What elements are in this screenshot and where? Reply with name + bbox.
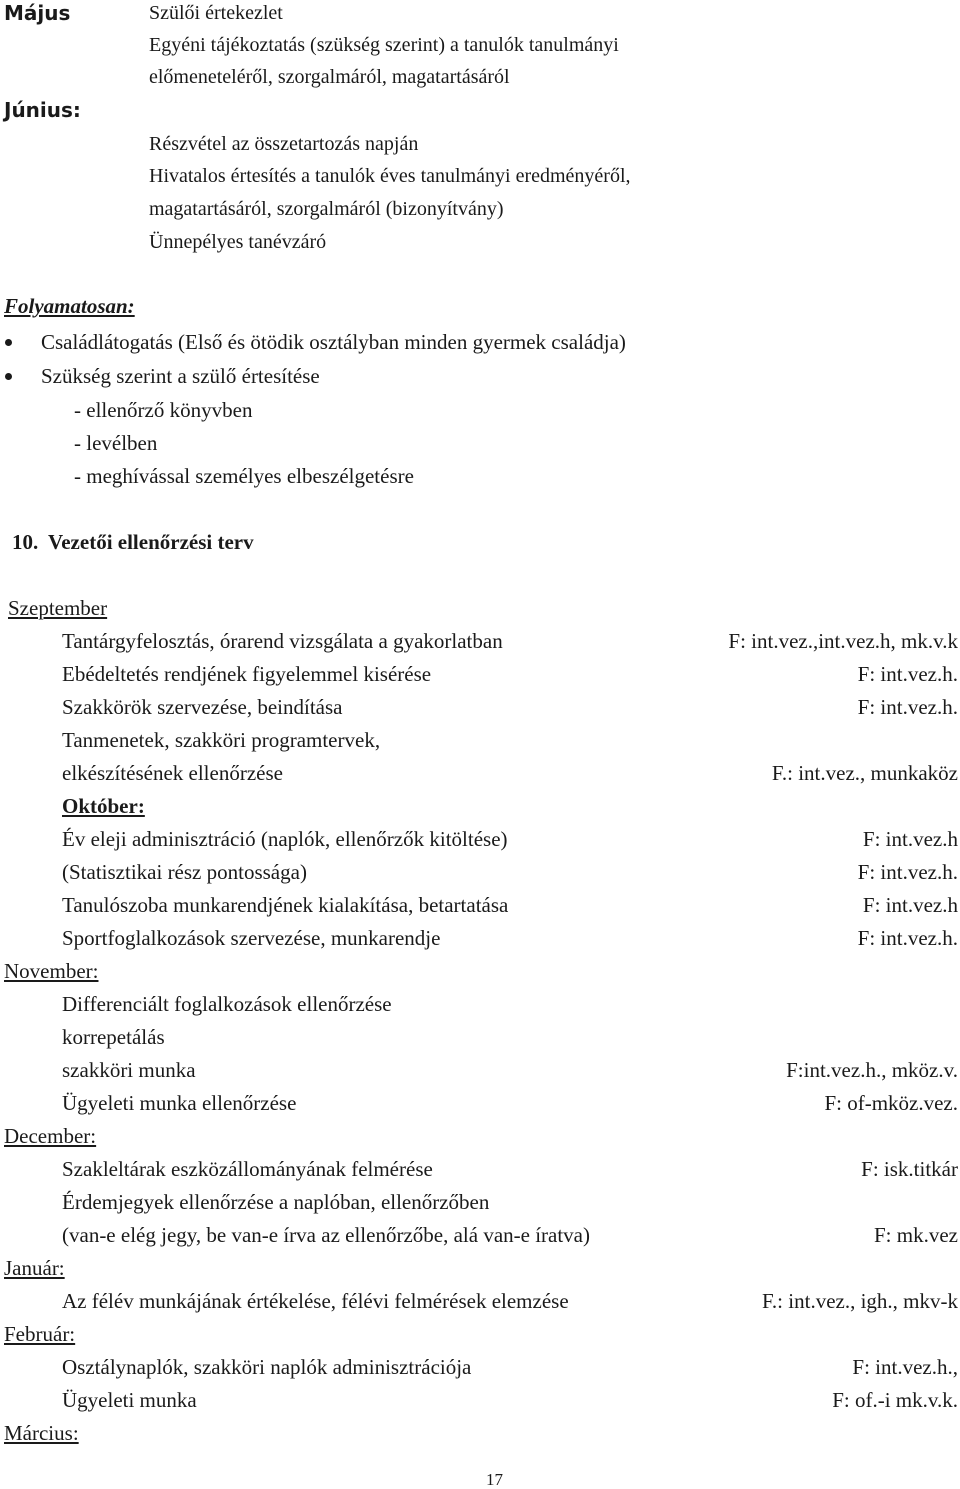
bullet-icon: [5, 339, 12, 346]
plan-task: Sportfoglalkozások szervezése, munkarendje: [62, 926, 441, 950]
plan-responsible: F: mk.vez: [874, 1223, 958, 1247]
plan-responsible: F: int.vez.h.: [857, 662, 958, 686]
plan-task: Ebédeltetés rendjének figyelemmel kisérése: [62, 662, 432, 686]
bullet-icon: [5, 373, 12, 380]
plan-responsible: F:int.vez.h., mköz.v.: [786, 1058, 958, 1082]
plan-task: (van-e elég jegy, be van-e írva az ellenőrzőbe, alá van-e íratva): [62, 1223, 590, 1247]
continuous-dash-item: - ellenőrző könyvben: [74, 398, 253, 422]
month-november-label: November:: [4, 959, 99, 983]
page-number: 17: [486, 1470, 503, 1489]
plan-task: (Statisztikai rész pontossága): [62, 860, 307, 884]
plan-task: Ügyeleti munka ellenőrzése: [62, 1091, 297, 1115]
plan-responsible: F: int.vez.,int.vez.h, mk.v.k: [728, 629, 958, 653]
june-line: Hivatalos értesítés a tanulók éves tanulmányi eredményéről,: [149, 165, 631, 187]
plan-task: elkészítésének ellenőrzése: [62, 761, 283, 785]
may-line: Szülői értekezlet: [149, 2, 283, 24]
plan-task: Differenciált foglalkozások ellenőrzése: [62, 992, 392, 1016]
month-january-label: Január:: [4, 1256, 65, 1280]
plan-task: szakköri munka: [62, 1058, 196, 1082]
plan-responsible: F: int.vez.h.,: [852, 1355, 958, 1379]
plan-responsible: F: of.-i mk.v.k.: [832, 1388, 958, 1412]
section-title: Vezetői ellenőrzési terv: [48, 530, 254, 554]
month-march-label: Március:: [4, 1421, 79, 1445]
plan-responsible: F: int.vez.h.: [857, 926, 958, 950]
plan-responsible: F.: int.vez., igh., mkv-k: [761, 1289, 958, 1313]
june-line: Ünnepélyes tanévzáró: [149, 231, 327, 253]
plan-task: Az félév munkájának értékelése, félévi felmérések elemzése: [62, 1289, 569, 1313]
month-september-label: Szeptember: [8, 596, 108, 620]
plan-responsible: F: int.vez.h.: [857, 860, 958, 884]
continuous-bullet-item: Szükség szerint a szülő értesítése: [41, 364, 320, 388]
continuous-dash-item: - meghívással személyes elbeszélgetésre: [74, 464, 414, 488]
plan-task: Tanulószoba munkarendjének kialakítása, betartatása: [62, 893, 509, 917]
plan-task: korrepetálás: [62, 1025, 165, 1049]
may-line: Egyéni tájékoztatás (szükség szerint) a tanulók tanulmányi: [149, 34, 619, 56]
month-may-label: Május: [4, 1, 71, 25]
may-line: előmeneteléről, szorgalmáról, magatartásáról: [149, 66, 510, 88]
continuous-bullet-item: Családlátogatás (Első és ötödik osztályban minden gyermek családja): [41, 330, 626, 354]
plan-responsible: F: of-mköz.vez.: [824, 1091, 958, 1115]
month-february-label: Február:: [4, 1322, 76, 1346]
plan-responsible: F: int.vez.h: [862, 827, 958, 851]
plan-responsible: F.: int.vez., munkaköz: [771, 761, 958, 785]
june-line: magatartásáról, szorgalmáról (bizonyítvány): [149, 198, 504, 220]
plan-responsible: F: isk.titkár: [861, 1157, 958, 1181]
plan-responsible: F: int.vez.h: [862, 893, 958, 917]
plan-task: Szakkörök szervezése, beindítása: [62, 695, 343, 719]
plan-task: Tanmenetek, szakköri programtervek,: [62, 728, 381, 752]
month-october-label: Október:: [62, 794, 145, 818]
month-june-label: Június:: [4, 98, 81, 122]
plan-task: Tantárgyfelosztás, órarend vizsgálata a gyakorlatban: [62, 629, 503, 653]
continuous-dash-item: - levélben: [74, 431, 158, 455]
plan-task: Ügyeleti munka: [62, 1388, 197, 1412]
plan-task: Szakleltárak eszközállományának felmérése: [62, 1157, 433, 1181]
section-number: 10.: [12, 530, 39, 554]
plan-task: Osztálynaplók, szakköri naplók adminisztrációja: [62, 1355, 472, 1379]
month-december-label: December:: [4, 1124, 97, 1148]
continuous-heading: Folyamatosan:: [4, 294, 135, 318]
plan-task: Érdemjegyek ellenőrzése a naplóban, ellenőrzőben: [62, 1190, 490, 1214]
plan-responsible: F: int.vez.h.: [857, 695, 958, 719]
june-line: Részvétel az összetartozás napján: [149, 133, 419, 155]
plan-task: Év eleji adminisztráció (naplók, ellenőrzők kitöltése): [62, 827, 508, 851]
